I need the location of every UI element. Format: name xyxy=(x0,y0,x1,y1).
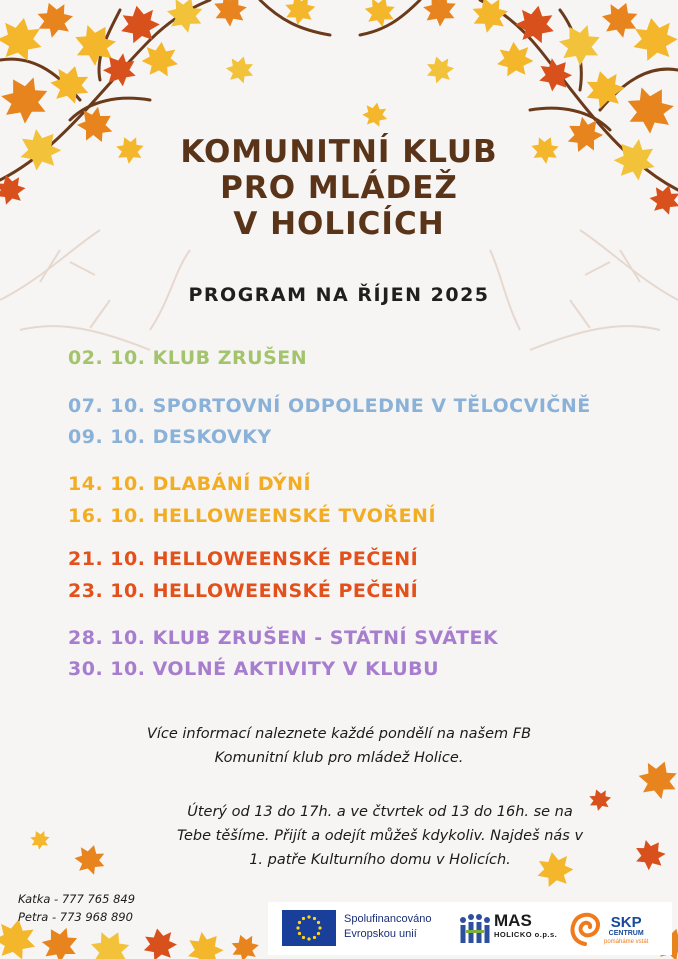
event-item xyxy=(68,580,418,602)
contact-petra: Petra - 773 968 890 xyxy=(18,910,133,924)
mas-people-icon xyxy=(458,912,492,946)
skp-swirl-icon xyxy=(568,908,602,948)
event-item xyxy=(68,426,272,448)
opening-hours-line-1: Úterý od 13 do 17h. a ve čtvrtek od 13 do 16h. se na xyxy=(187,804,573,820)
event-text: VOLNÉ AKTIVITY V KLUBU xyxy=(152,658,440,680)
event-item xyxy=(68,548,418,570)
event-date: 07. 10. xyxy=(68,395,146,417)
mas-holicko-logo xyxy=(494,912,557,939)
event-text: HELLOWEENSKÉ TVOŘENÍ xyxy=(152,505,437,527)
event-item xyxy=(68,473,311,495)
event-item xyxy=(68,658,439,680)
event-text: KLUB ZRUŠEN - STÁTNÍ SVÁTEK xyxy=(152,627,499,649)
event-item xyxy=(68,627,498,649)
title-line-3: V HOLICÍCH xyxy=(233,206,445,242)
event-date: 14. 10. xyxy=(68,473,146,495)
skp-tagline: pomáháme vstát xyxy=(604,939,649,945)
event-text: DESKOVKY xyxy=(152,426,272,448)
event-date: 09. 10. xyxy=(68,426,146,448)
eu-cofinanced-text xyxy=(344,912,431,942)
skp-subtitle: CENTRUM xyxy=(608,930,644,937)
event-item xyxy=(68,395,591,417)
opening-hours-line-3: 1. patře Kulturního domu v Holicích. xyxy=(249,852,511,868)
contact-katka: Katka - 777 765 849 xyxy=(18,892,136,906)
event-text: DLABÁNÍ DÝNÍ xyxy=(152,473,312,495)
contacts xyxy=(18,890,135,926)
title-line-1: KOMUNITNÍ KLUB xyxy=(180,134,498,170)
fb-info-line-2: Komunitní klub pro mládež Holice. xyxy=(214,750,464,766)
event-text: KLUB ZRUŠEN xyxy=(152,347,308,369)
mas-subtitle: HOLICKO o.p.s. xyxy=(494,930,558,939)
program-heading: PROGRAM NA ŘÍJEN 2025 xyxy=(188,284,490,306)
event-item xyxy=(68,505,436,527)
skp-centrum-logo xyxy=(604,916,648,946)
event-text: HELLOWEENSKÉ PEČENÍ xyxy=(152,580,419,602)
event-text: HELLOWEENSKÉ PEČENÍ xyxy=(152,548,419,570)
eu-text-line-1: Spolufinancováno xyxy=(344,913,432,925)
event-date: 28. 10. xyxy=(68,627,146,649)
eu-text-line-2: Evropskou unií xyxy=(344,928,417,940)
fb-info xyxy=(0,722,678,770)
event-item xyxy=(68,347,307,369)
event-date: 30. 10. xyxy=(68,658,146,680)
opening-hours-line-2: Tebe těšíme. Přijít a odejít můžeš kdykoliv. Najdeš nás v xyxy=(176,828,584,844)
event-date: 23. 10. xyxy=(68,580,146,602)
event-date: 21. 10. xyxy=(68,548,146,570)
eu-flag-icon xyxy=(282,910,336,946)
mas-name: MAS xyxy=(494,911,532,930)
title-line-2: PRO MLÁDEŽ xyxy=(220,170,458,206)
sponsor-logos xyxy=(268,902,672,955)
event-date: 02. 10. xyxy=(68,347,146,369)
fb-info-line-1: Více informací naleznete každé pondělí na našem FB xyxy=(146,726,532,742)
skp-name: SKP xyxy=(610,914,642,931)
opening-hours xyxy=(130,800,630,872)
event-text: SPORTOVNÍ ODPOLEDNE V TĚLOCVIČNĚ xyxy=(152,395,591,417)
event-date: 16. 10. xyxy=(68,505,146,527)
